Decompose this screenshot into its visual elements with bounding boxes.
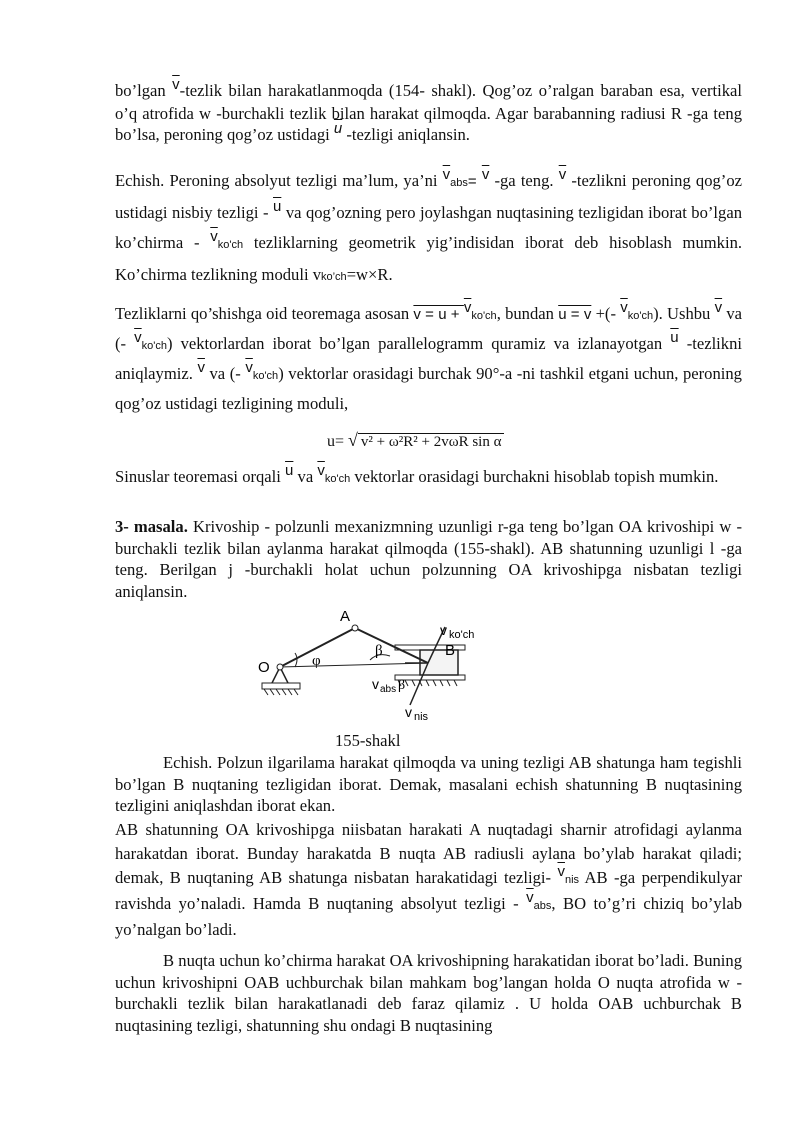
text: -tezligi aniqlansin. xyxy=(342,125,470,144)
subscript-koch: ko'ch xyxy=(141,340,167,352)
subscript-abs: abs xyxy=(450,177,468,189)
vector-v-koch: $\overline{v}$ xyxy=(463,299,472,316)
label-o: O xyxy=(258,659,270,676)
ground-o xyxy=(262,683,300,689)
paragraph-7 xyxy=(115,818,742,942)
text: ) vektorlar orasidagi burchak 90°-a -ni tashkil etgani uchun, peroning qog’oz ustidagi tezligining moduli, xyxy=(115,364,742,413)
formula-lhs: u= xyxy=(327,433,345,450)
text: -ga teng. xyxy=(489,171,559,190)
vector-v-koch: $\overline{v}$ xyxy=(620,299,628,316)
vector-v-koch: $\overline{v}$ xyxy=(134,329,142,346)
hatch-o xyxy=(264,689,298,695)
subscript-koch: ko’ch xyxy=(321,271,347,283)
vector-v-koch: $\overline{v}$ xyxy=(245,359,253,376)
label-vnis-sub: nis xyxy=(414,711,429,723)
equation-v-u: v = u + xyxy=(413,306,464,323)
figure-caption: 155-shakl xyxy=(335,731,401,750)
problem-number: 3- masala. xyxy=(115,517,188,536)
vector-v-koch: $\overline{v}$ xyxy=(210,228,218,245)
label-vabs-sub: abs xyxy=(380,684,397,695)
text: -tezlikni peroning qog’oz ustidagi nisbiy tezligi - xyxy=(115,171,742,222)
formula-rhs: v² + ω²R² + 2vωR sin α xyxy=(358,433,505,450)
paragraph-6-solution: Echish. Polzun ilgarilama harakat qilmoqda va uning tezligi AB shatunga ham tegishli bo’lgan B nuqtaning tezligidan iborat. Demak, masalani echish shatunning B nuqtasining tezligini aniqlashdan iborat ekan. xyxy=(115,753,742,815)
paragraph-1 xyxy=(115,76,742,147)
subscript-koch: ko'ch xyxy=(627,310,654,322)
mechanism-figure xyxy=(250,605,490,730)
text: AB -ga perpendikulyar ravishda yo’naladi. Hamda B nuqtaning absolyut tezligi - xyxy=(115,868,743,913)
vector-u: $\overline{u}$ xyxy=(333,120,343,137)
vector-v-abs: $\overline{v}$ xyxy=(526,889,534,906)
vector-v-nis: $\overline{v}$ xyxy=(557,863,565,880)
text: -tezlik bilan harakatlanmoqda (154- shakl). Qog’oz o’ralgan baraban esa, vertikal o’q atrofida w -burchakli tezlik bilan harakat qilmoqda. Agar barabanning radiusi R -ga teng bo’lsa, peroning qog’oz ustidagi xyxy=(115,81,742,144)
text: tezliklarning geometrik yig’indisidan iborat deb hisoblash mumkin. Ko’chirma tezlikning moduli v xyxy=(115,233,743,284)
text: , bundan xyxy=(496,304,559,323)
text: =w×R. xyxy=(346,265,393,284)
subscript-koch: ko'ch xyxy=(324,473,351,485)
arrow-vnis xyxy=(410,663,428,705)
label-beta: β xyxy=(398,678,406,693)
text: -tezlikni aniqlaymiz. xyxy=(115,334,742,383)
vector-v-koch: $\overline{v}$ xyxy=(317,462,325,479)
vector-u: $\overline{u}$ xyxy=(285,462,294,479)
text: Tezliklarni qo’shishga oid teoremaga asosan xyxy=(115,304,414,323)
label-phi: φ xyxy=(312,653,321,669)
velocity-formula xyxy=(327,430,504,454)
vector-v: $\overline{v}$ xyxy=(197,359,205,376)
paragraph-3 xyxy=(115,300,742,418)
text: Krivoship - polzunli mexanizmning uzunligi r-ga teng bo’lgan OA krivoshipi w -burchakli tezlik bilan aylanma harakat qilmoqda (155-shakl). AB shatunning uzunligi l -ga teng. Berilgan j -burchakli holat uchun polzunning OA krivoshipga nisbatan tezligi aniqlansin. xyxy=(115,517,743,601)
label-vkoch: v xyxy=(440,622,447,638)
vector-v-abs: $\overline{v}$ xyxy=(442,166,451,183)
label-vabs: v xyxy=(372,676,379,692)
joint-a xyxy=(352,625,358,631)
label-a: A xyxy=(340,608,351,625)
subscript-abs: abs xyxy=(533,900,552,912)
text: bo’lgan xyxy=(115,81,173,100)
label-vnis: v xyxy=(405,704,412,720)
joint-o xyxy=(277,664,283,670)
text: ). Ushbu xyxy=(653,304,715,323)
label-b: B xyxy=(445,642,456,659)
label-beta: β xyxy=(375,643,383,659)
text: vektorlar orasidagi burchakni hisoblab topish mumkin. xyxy=(350,467,719,486)
text: Sinuslar teoremasi orqali xyxy=(115,467,286,486)
text: va xyxy=(293,467,318,486)
hatch-slider xyxy=(398,680,457,686)
equation-u-v: u = v xyxy=(558,306,592,323)
vector-u: $\overline{u}$ xyxy=(273,198,282,215)
text: ) vektorlardan iborat bo’lgan parallelogramm quramiz va izlanayotgan xyxy=(166,334,671,353)
subscript-nis: nis xyxy=(564,874,580,886)
vector-v: $\overline{v}$ xyxy=(714,299,723,316)
text: +(- xyxy=(591,304,621,323)
subscript-koch: ko'ch xyxy=(217,239,244,251)
subscript-koch: ko'ch xyxy=(471,310,497,322)
equals: = xyxy=(467,173,482,190)
text: Echish. Peroning absolyut tezligi ma’lum, ya’ni xyxy=(115,171,443,190)
paragraph-2 xyxy=(115,166,742,292)
text: AB shatunning OA krivoshipga niisbatan harakati A nuqtadagi sharnir atrofidagi aylanma harakatdan iborat. Bunday harakatda B nuqta AB radiusli aylana bo’ylab harakat qiladi; demak, B nuqtaning AB shatunga nisbatan harakatidagi tezligi- xyxy=(115,820,742,887)
text: va (- xyxy=(115,304,743,353)
text: va (- xyxy=(204,364,246,383)
vector-v: $\overline{v}$ xyxy=(172,76,180,93)
label-vkoch-sub: ko'ch xyxy=(449,629,475,641)
paragraph-4 xyxy=(115,462,742,491)
subscript-koch: ko'ch xyxy=(252,370,279,382)
paragraph-5-problem xyxy=(115,516,742,602)
text: , BO to’g’ri chiziq bo’ylab yo’nalgan bo’ladi. xyxy=(115,894,743,939)
vector-u: $\overline{u}$ xyxy=(670,329,679,346)
vector-v: $\overline{v}$ xyxy=(481,166,490,183)
text: va qog’ozning pero joylashgan nuqtasining tezligidan iborat bo’lgan ko’chirma - xyxy=(115,203,742,252)
sqrt-sign: √ xyxy=(348,430,358,450)
paragraph-8: B nuqta uchun ko’chirma harakat OA krivoshipning harakatidan iborat bo’ladi. Buning uchun krivoshipni OAB uchburchak bilan mahkam bog’langan holda O nuqta atrofida w - burchakli tezlik bilan harakatlanadi deb faraz qilamiz . U holda OAB uchburchak B nuqtasining tezligi, shatunning shu ondagi B nuqtasining xyxy=(115,951,742,1035)
vector-v: $\overline{v}$ xyxy=(558,166,567,183)
